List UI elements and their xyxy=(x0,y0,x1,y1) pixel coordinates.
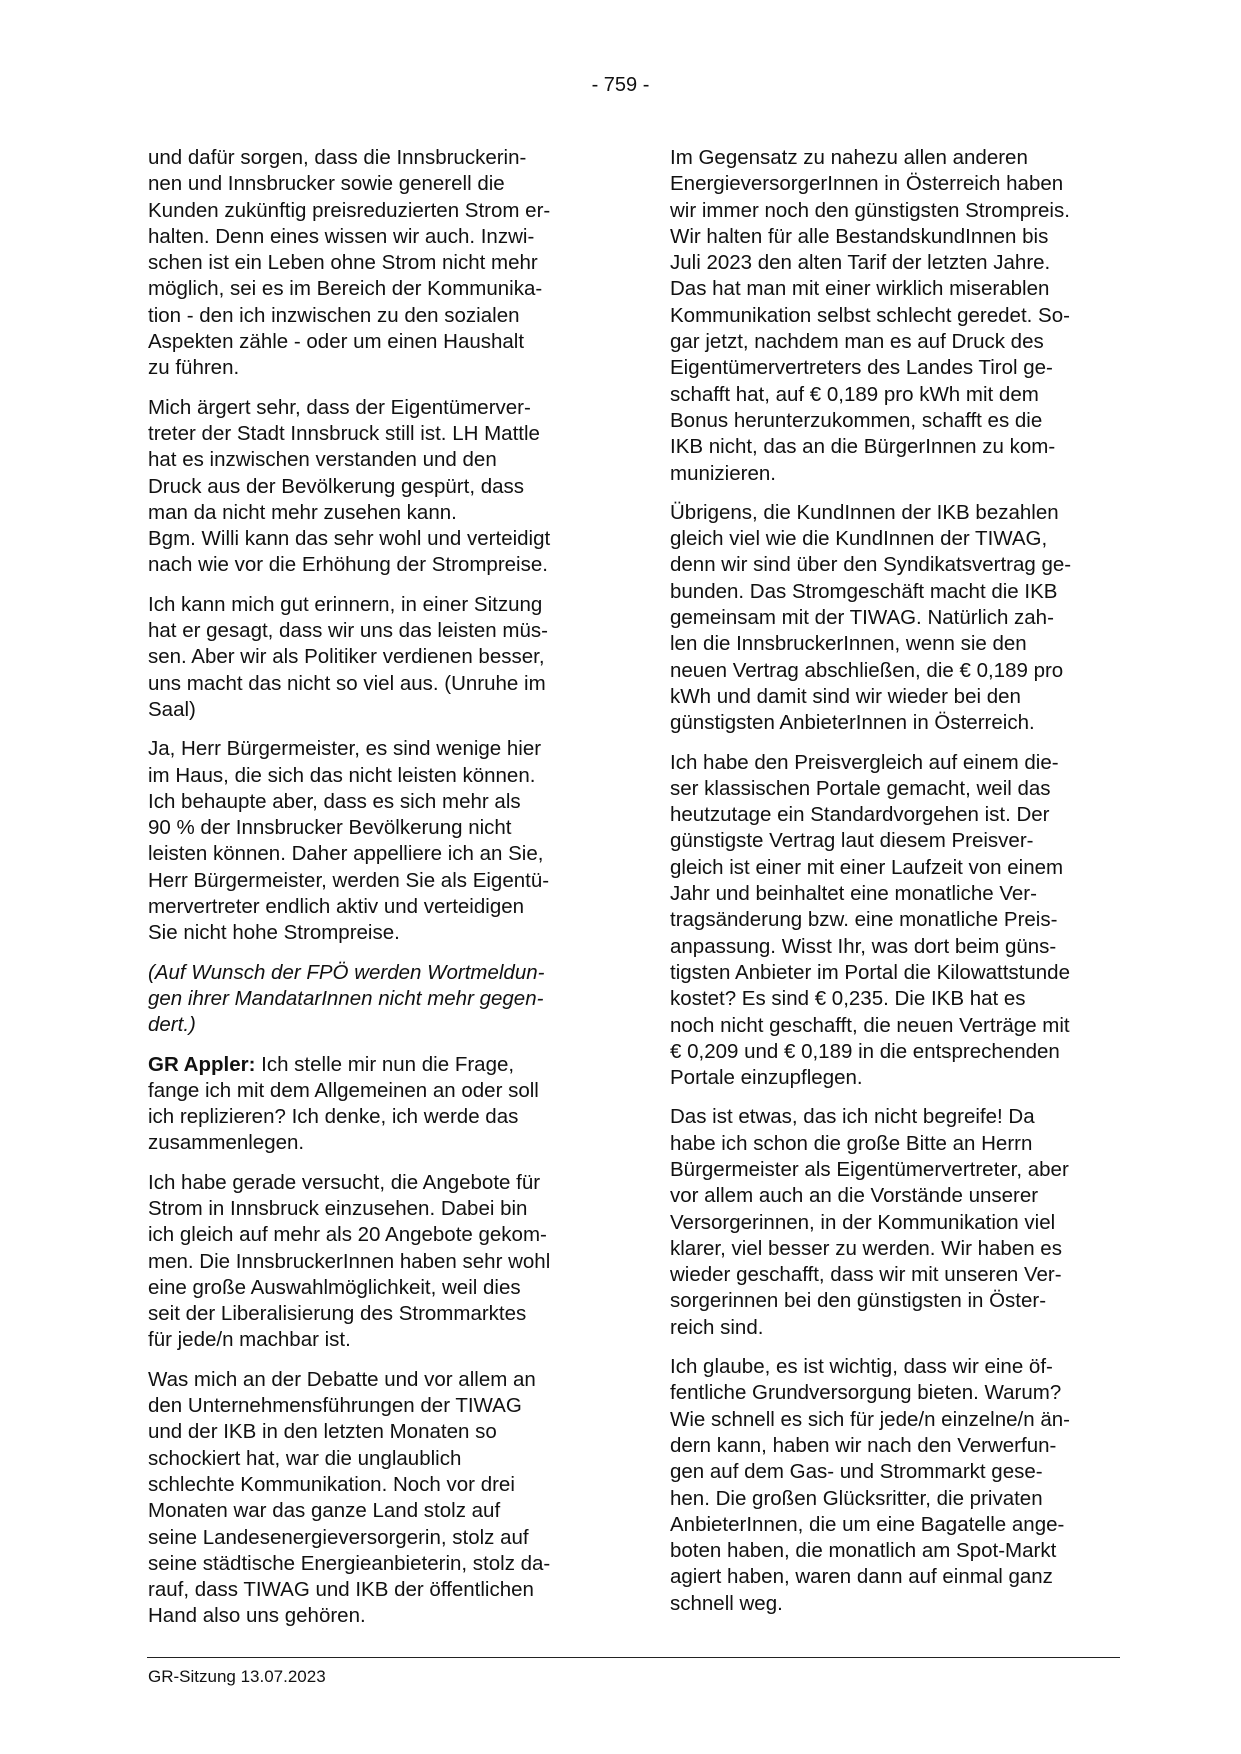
text-line: leisten können. Daher appelliere ich an Sie, xyxy=(148,842,544,866)
text-line: Was mich an der Debatte und vor allem an xyxy=(148,1367,536,1391)
text-line: vor allem auch an die Vorstände unserer xyxy=(670,1184,1039,1208)
text-line: tion - den ich inzwischen zu den sozialen xyxy=(148,303,520,327)
text-line: ich gleich auf mehr als 20 Angebote gekom- xyxy=(148,1223,547,1247)
text-line: schnell weg. xyxy=(670,1591,783,1615)
text-line: und dafür sorgen, dass die Innsbruckerin- xyxy=(148,146,527,169)
text-line: EnergieversorgerInnen in Österreich haben xyxy=(670,172,1064,196)
right-column xyxy=(670,145,1130,1630)
text-line: halten. Denn eines wissen wir auch. Inzwi- xyxy=(148,224,535,248)
text-line: gar jetzt, nachdem man es auf Druck des xyxy=(670,330,1044,354)
text-line: boten haben, die monatlich am Spot-Markt xyxy=(670,1539,1057,1563)
text-line: men. Die InnsbruckerInnen haben sehr wohl xyxy=(148,1249,551,1273)
text-line: wir immer noch den günstigsten Strompreis. xyxy=(670,198,1070,222)
text-line: Eigentümervertreters des Landes Tirol ge- xyxy=(670,356,1053,380)
text-line: rauf, dass TIWAG und IKB der öffentlichen xyxy=(148,1578,534,1602)
text-line: günstigsten AnbieterInnen in Österreich. xyxy=(670,711,1035,735)
text-line: Jahr und beinhaltet eine monatliche Ver- xyxy=(670,882,1037,906)
text-line: seine Landesenergieversorgerin, stolz auf xyxy=(148,1525,529,1549)
text-line: nen und Innsbrucker sowie generell die xyxy=(148,172,505,196)
paragraph xyxy=(148,592,608,723)
text-line-rest: Ich stelle mir nun die Frage, xyxy=(255,1052,515,1076)
paragraph xyxy=(148,1367,608,1630)
text-line: möglich, sei es im Bereich der Kommunika- xyxy=(148,277,543,301)
text-line: Strom in Innsbruck einzusehen. Dabei bin xyxy=(148,1196,528,1220)
text-line: kostet? Es sind € 0,235. Die IKB hat es xyxy=(670,987,1026,1011)
text-line: denn wir sind über den Syndikatsvertrag ge- xyxy=(670,553,1072,577)
paragraph xyxy=(148,1052,608,1157)
text-line: reich sind. xyxy=(670,1315,764,1339)
text-line: neuen Vertrag abschließen, die € 0,189 pro xyxy=(670,658,1064,682)
text-line: den Unternehmensführungen der TIWAG xyxy=(148,1394,522,1418)
text-line: hat er gesagt, dass wir uns das leisten müs- xyxy=(148,619,548,643)
text-line: für jede/n machbar ist. xyxy=(148,1328,351,1352)
text-line: dert.) xyxy=(148,1013,196,1037)
text-line: man da nicht mehr zusehen kann. xyxy=(148,500,457,524)
text-line: hat es inzwischen verstanden und den xyxy=(148,448,497,472)
text-line: Juli 2023 den alten Tarif der letzten Jahre. xyxy=(670,251,1051,275)
text-line: anpassung. Wisst Ihr, was dort beim güns- xyxy=(670,934,1057,958)
text-line: seit der Liberalisierung des Strommarktes xyxy=(148,1302,527,1326)
text-line: (Auf Wunsch der FPÖ werden Wortmeldun- xyxy=(148,960,545,984)
text-line: noch nicht geschafft, die neuen Verträge mit xyxy=(670,1013,1070,1037)
text-line: Ich behaupte aber, dass es sich mehr als xyxy=(148,789,521,813)
text-line: Ich habe gerade versucht, die Angebote für xyxy=(148,1170,541,1194)
text-line: treter der Stadt Innsbruck still ist. LH Mattle xyxy=(148,421,540,445)
text-line: nach wie vor die Erhöhung der Strompreise. xyxy=(148,553,548,577)
text-line: sorgerinnen bei den günstigsten in Öster- xyxy=(670,1289,1047,1313)
paragraph xyxy=(148,1170,608,1354)
text-line: IKB nicht, das an die BürgerInnen zu kom- xyxy=(670,435,1056,459)
text-line: Monaten war das ganze Land stolz auf xyxy=(148,1499,501,1523)
text-line: Aspekten zähle - oder um einen Haushalt xyxy=(148,330,525,354)
text-line: habe ich schon die große Bitte an Herrn xyxy=(670,1131,1033,1155)
text-line: gleich viel wie die KundInnen der TIWAG, xyxy=(670,527,1048,551)
text-line: AnbieterInnen, die um eine Bagatelle ange- xyxy=(670,1512,1065,1536)
text-line: zusammenlegen. xyxy=(148,1131,305,1155)
paragraph xyxy=(148,145,608,382)
text-line: € 0,209 und € 0,189 in die entsprechenden xyxy=(670,1039,1060,1063)
text-line: Saal) xyxy=(148,697,196,721)
text-line: Wir halten für alle BestandskundInnen bis xyxy=(670,224,1049,248)
text-line: gemeinsam mit der TIWAG. Natürlich zah- xyxy=(670,606,1054,630)
text-line: schen ist ein Leben ohne Strom nicht mehr xyxy=(148,251,538,275)
text-line: Das ist etwas, das ich nicht begreife! Da xyxy=(670,1105,1035,1129)
text-line: Übrigens, die KundInnen der IKB bezahlen xyxy=(670,500,1059,524)
text-line: schlechte Kommunikation. Noch vor drei xyxy=(148,1472,515,1496)
left-column xyxy=(148,145,608,1643)
text-line: Sie nicht hohe Strompreise. xyxy=(148,921,400,945)
text-line: gleich ist einer mit einer Laufzeit von einem xyxy=(670,855,1064,879)
text-line: Das hat man mit einer wirklich miserablen xyxy=(670,277,1050,301)
text-line: bunden. Das Stromgeschäft macht die IKB xyxy=(670,579,1058,603)
text-line: klarer, viel besser zu werden. Wir haben es xyxy=(670,1236,1062,1260)
text-line: fange ich mit dem Allgemeinen an oder soll xyxy=(148,1078,539,1102)
text-line: eine große Auswahlmöglichkeit, weil dies xyxy=(148,1275,521,1299)
text-line: 90 % der Innsbrucker Bevölkerung nicht xyxy=(148,816,512,840)
text-line: uns macht das nicht so viel aus. (Unruhe im xyxy=(148,671,546,695)
paragraph xyxy=(670,145,1130,487)
text-line: dern kann, haben wir nach den Verwerfun- xyxy=(670,1433,1057,1457)
text-line: Hand also uns gehören. xyxy=(148,1604,366,1628)
text-line: tigsten Anbieter im Portal die Kilowattstunde xyxy=(670,960,1070,984)
text-line: und der IKB in den letzten Monaten so xyxy=(148,1420,497,1444)
text-line: Druck aus der Bevölkerung gespürt, dass xyxy=(148,474,525,498)
paragraph xyxy=(670,750,1130,1092)
text-line: Ich kann mich gut erinnern, in einer Sitzung xyxy=(148,592,543,616)
text-line: Bonus herunterzukommen, schafft es die xyxy=(670,408,1043,432)
page-number: - 759 - xyxy=(591,74,650,96)
text-line: fentliche Grundversorgung bieten. Warum? xyxy=(670,1381,1062,1405)
paragraph xyxy=(670,500,1130,737)
text-line: seine städtische Energieanbieterin, stolz da- xyxy=(148,1551,551,1575)
footer-divider xyxy=(147,1657,1120,1658)
text-line: agiert haben, waren dann auf einmal ganz xyxy=(670,1565,1053,1589)
text-line: schafft hat, auf € 0,189 pro kWh mit dem xyxy=(670,382,1039,406)
text-line: hen. Die großen Glücksritter, die privaten xyxy=(670,1486,1043,1510)
text-line: Kunden zukünftig preisreduzierten Strom er- xyxy=(148,198,551,222)
text-line: Im Gegensatz zu nahezu allen anderen xyxy=(670,146,1028,169)
text-line: tragsänderung bzw. eine monatliche Preis- xyxy=(670,908,1058,932)
text-line: zu führen. xyxy=(148,356,240,380)
text-line: Wie schnell es sich für jede/n einzelne/n än- xyxy=(670,1407,1070,1431)
speaker-name: GR Appler: xyxy=(148,1052,256,1076)
paragraph xyxy=(148,736,608,946)
text-line: wieder geschafft, dass wir mit unseren Ver- xyxy=(670,1263,1062,1287)
text-line: Versorgerinnen, in der Kommunikation viel xyxy=(670,1210,1056,1234)
paragraph xyxy=(670,1354,1130,1617)
text-line: Ich glaube, es ist wichtig, dass wir eine öf- xyxy=(670,1355,1053,1379)
text-line: Herr Bürgermeister, werden Sie als Eigentü- xyxy=(148,868,550,892)
text-line: len die InnsbruckerInnen, wenn sie den xyxy=(670,632,1027,656)
paragraph xyxy=(148,960,608,1039)
text-line: Mich ärgert sehr, dass der Eigentümerver- xyxy=(148,395,531,419)
text-line: ich replizieren? Ich denke, ich werde das xyxy=(148,1105,519,1129)
text-line: sen. Aber wir als Politiker verdienen besser, xyxy=(148,645,545,669)
text-line xyxy=(148,1052,608,1078)
text-line: gen auf dem Gas- und Strommarkt gese- xyxy=(670,1460,1043,1484)
text-line: Portale einzupflegen. xyxy=(670,1066,863,1090)
text-line: günstigste Vertrag laut diesem Preisver- xyxy=(670,829,1034,853)
text-line: heutzutage ein Standardvorgehen ist. Der xyxy=(670,803,1050,827)
text-line: kWh und damit sind wir wieder bei den xyxy=(670,684,1021,708)
text-line: Bgm. Willi kann das sehr wohl und verteidigt xyxy=(148,527,551,551)
text-line: Bürgermeister als Eigentümervertreter, aber xyxy=(670,1157,1069,1181)
text-line: munizieren. xyxy=(670,461,776,485)
text-line: Ich habe den Preisvergleich auf einem die- xyxy=(670,750,1059,774)
footer-session-date: GR-Sitzung 13.07.2023 xyxy=(148,1667,326,1686)
paragraph xyxy=(670,1104,1130,1341)
text-line: schockiert hat, war die unglaublich xyxy=(148,1446,462,1470)
text-line: Kommunikation selbst schlecht geredet. So- xyxy=(670,303,1070,327)
paragraph xyxy=(148,395,608,579)
text-line: gen ihrer MandatarInnen nicht mehr gegen- xyxy=(148,986,544,1010)
text-line: Ja, Herr Bürgermeister, es sind wenige hier xyxy=(148,737,542,761)
text-line: mervertreter endlich aktiv und verteidigen xyxy=(148,895,525,919)
text-line: ser klassischen Portale gemacht, weil das xyxy=(670,776,1051,800)
text-line: im Haus, die sich das nicht leisten können. xyxy=(148,763,536,787)
